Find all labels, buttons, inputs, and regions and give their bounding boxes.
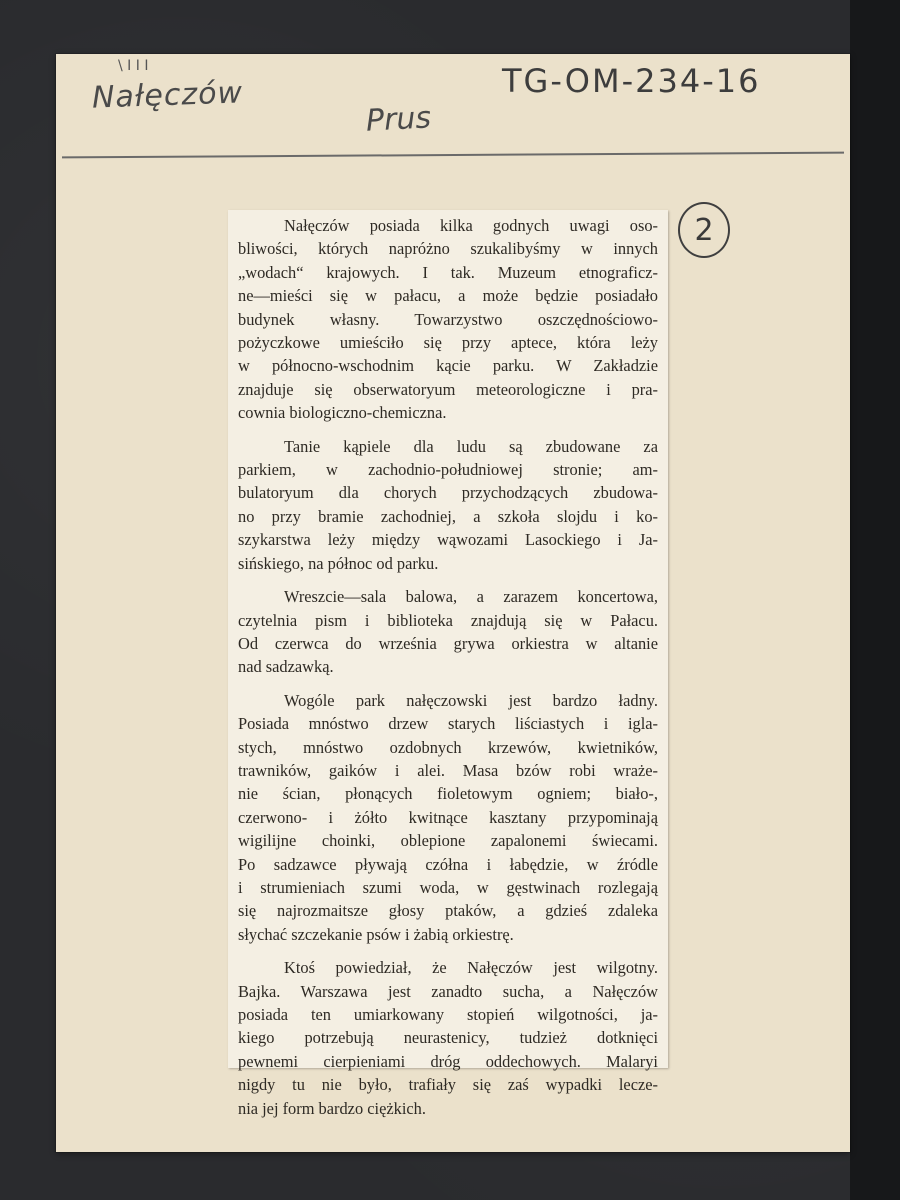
clipping-line: Bajka. Warszawa jest zanadto sucha, a Nałęczów — [238, 981, 658, 1001]
clipping-line: Nałęczów posiada kilka godnych uwagi oso- — [284, 216, 658, 235]
clipping-line: bliwości, których napróżno szukalibyśmy w innych — [238, 239, 658, 259]
clipping-paragraph — [238, 435, 658, 575]
clipping-line: czytelnia pism i biblioteka znajdują się w Pałacu. — [238, 610, 658, 630]
clipping-line: sińskiego, na północ od parku. — [238, 553, 439, 573]
clipping-line: Od czerwca do września grywa orkiestra w altanie — [238, 633, 658, 653]
clipping-line: nad sadzawką. — [238, 657, 334, 677]
page-number-circle — [678, 202, 730, 258]
clipping-line: Ktoś powiedział, że Nałęczów jest wilgotny. — [284, 958, 658, 978]
clipping-line: Tanie kąpiele dla ludu są zbudowane za — [284, 436, 658, 456]
page-number: 2 — [694, 212, 714, 248]
clipping-line: Wreszcie—sala balowa, a zarazem koncertowa, — [284, 587, 658, 607]
clipping-line: „wodach“ krajowych. I tak. Muzeum etnograficz- — [238, 262, 658, 282]
clipping-line: czerwono- i żółto kwitnące kasztany przypominają — [238, 807, 658, 827]
clipping-line: posiada ten umiarkowany stopień wilgotności, ja- — [238, 1005, 658, 1024]
clipping-body — [238, 214, 658, 1120]
clipping-line: nigdy tu nie było, trafiały się zaś wypadki lecze- — [238, 1075, 658, 1095]
clipping-line: Po sadzawce pływają czółna i łabędzie, w źródle — [238, 854, 658, 874]
clipping-paragraph — [238, 585, 658, 679]
clipping-line: szykarstwa leży między wąwozami Lasockiego i Ja- — [238, 530, 658, 550]
clipping-line: parkiem, w zachodnio-południowej stronie; am- — [238, 460, 658, 480]
clipping-line: nia jej form bardzo ciężkich. — [238, 1098, 426, 1118]
clipping-line: słychać szczekanie psów i żabią orkiestrę. — [238, 924, 514, 944]
clipping-paragraph — [238, 214, 658, 425]
clipping-paragraph — [238, 689, 658, 946]
clipping-line: stych, mnóstwo ozdobnych krzewów, kwietników, — [238, 737, 658, 757]
clipping-line: bulatoryum dla chorych przychodzących zbudowa- — [238, 483, 658, 503]
clipping-line: się najrozmaitsze głosy ptaków, a gdzieś zdaleka — [238, 901, 658, 921]
clipping-line: kiego potrzebują neurastenicy, tudzież dotknięci — [238, 1028, 658, 1048]
clipping-line: cownia biologiczno-chemiczna. — [238, 403, 447, 423]
clipping-line: trawników, gaików i alei. Masa bzów robi wraże- — [238, 760, 658, 780]
handwritten-underline — [62, 152, 844, 159]
clipping-line: Posiada mnóstwo drzew starych liściastych i igla- — [238, 714, 658, 734]
clipping-line: Wogóle park nałęczowski jest bardzo ładny. — [284, 690, 658, 710]
clipping-line: nie ścian, płonących fioletowym ogniem; biało-, — [238, 784, 658, 804]
clipping-line: pożyczkowe umieściło się przy aptece, która leży — [238, 333, 658, 353]
clipping-line: budynek własny. Towarzystwo oszczędnościowo- — [238, 309, 658, 329]
handwritten-place-name: Nałęczów — [91, 75, 244, 116]
tick-marks: \ I I I — [118, 58, 149, 74]
clipping-line: i strumieniach szumi woda, w gęstwinach rozlegają — [238, 877, 658, 897]
clipping-line: w północno-wschodnim kącie parku. W Zakładzie — [238, 356, 658, 376]
clipping-line: pewnemi cierpieniami dróg oddechowych. Malaryi — [238, 1051, 658, 1071]
handwritten-author: Prus — [365, 100, 432, 139]
handwritten-catalog-id: TG-OM-234-16 — [502, 62, 761, 100]
scan-edge-strip — [850, 0, 900, 1200]
archive-card — [56, 54, 850, 1152]
clipping-line: znajduje się obserwatoryum meteorologiczne i pra- — [238, 379, 658, 399]
clipping-line: wigilijne choinki, oblepione zapalonemi świecami. — [238, 831, 658, 851]
newspaper-clipping — [228, 210, 668, 1118]
clipping-paragraph — [238, 956, 658, 1120]
clipping-line: no przy bramie zachodniej, a szkoła slojdu i ko- — [238, 506, 658, 526]
clipping-line: ne—mieści się w pałacu, a może będzie posiadało — [238, 286, 658, 306]
